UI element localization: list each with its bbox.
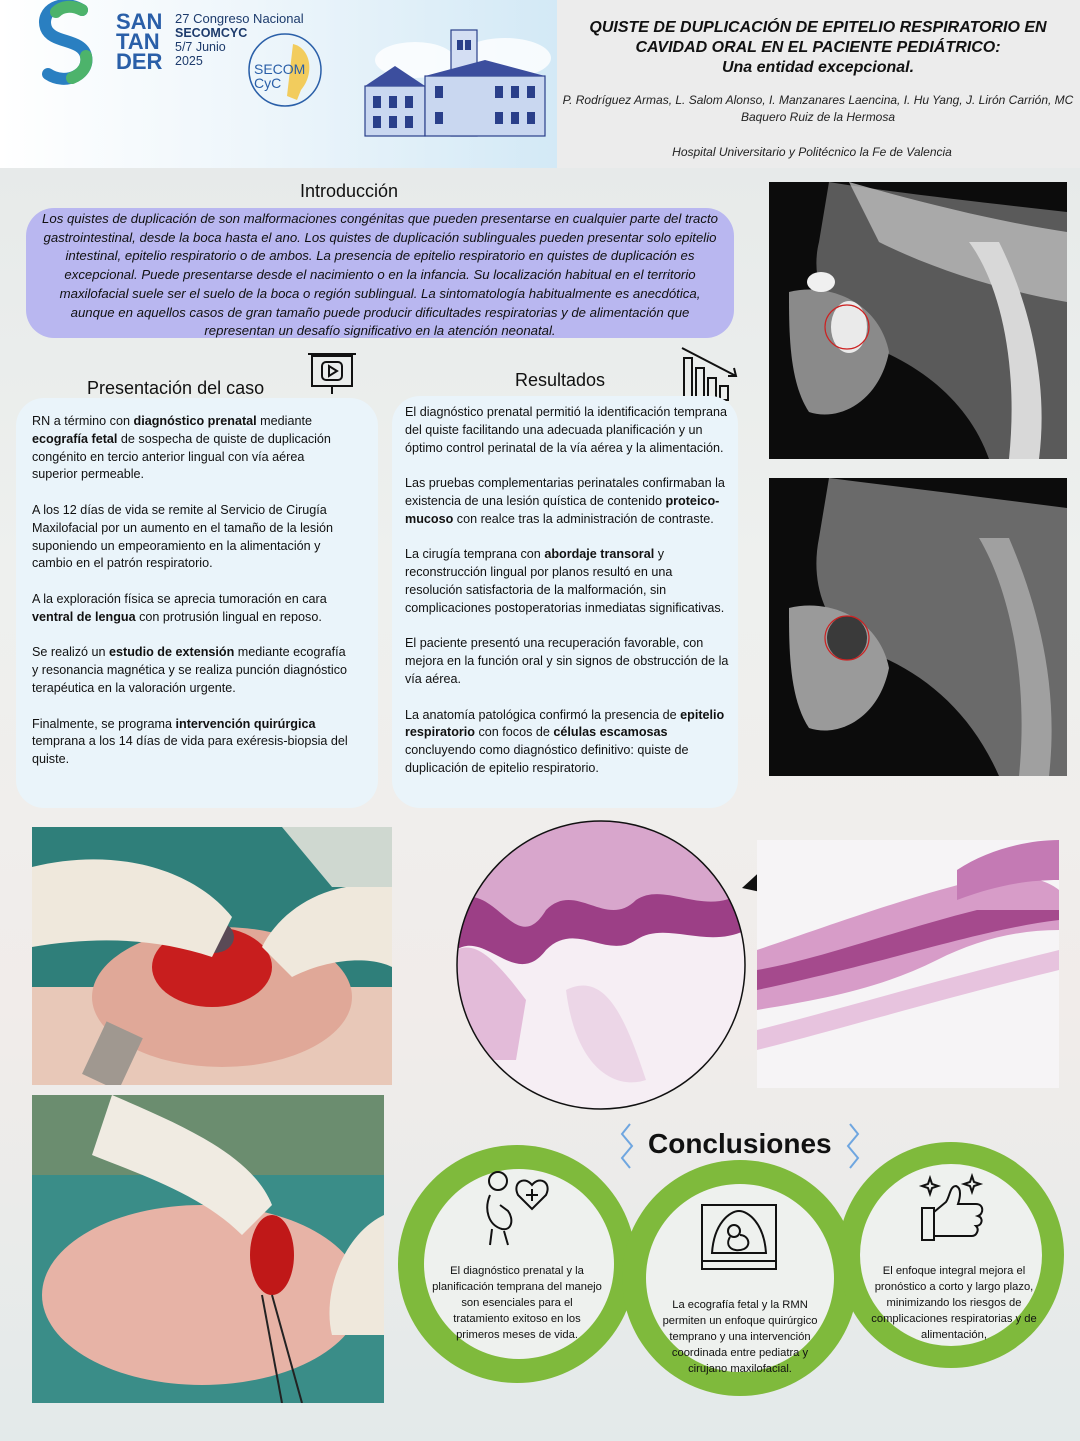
histology-overview-image [757, 840, 1059, 1088]
squiggle-left-icon [620, 1122, 636, 1170]
squiggle-right-icon [844, 1122, 860, 1170]
secomcyc-seal-icon [245, 30, 325, 110]
poster-title: QUISTE DE DUPLICACIÓN DE EPITELIO RESPIRATORIO EN CAVIDAD ORAL EN EL PACIENTE PEDIÁTRICO: Una entidad excepcional. [589, 19, 1047, 76]
thumbs-up-icon [918, 1172, 988, 1244]
mri-t2-sagittal-image [769, 182, 1067, 459]
case-paragraph-2: A los 12 días de vida se remite al Servicio de Cirugía Maxilofacial por un aumento en el tamaño de la lesión suponiendo un empeoramiento en la alimentación y cambio en el patrón respiratorio. [32, 502, 334, 571]
results-title: Resultados [515, 370, 606, 390]
bar-chart-icon [678, 344, 740, 404]
results-paragraph-5: La anatomía patológica confirmó la presencia de epitelio respiratorio con focos de células escamosas concluyendo como diagnóstico definitivo: quiste de duplicación de epitelio respiratorio. [405, 707, 725, 775]
case-paragraph-4: Se realizó un estudio de extensión mediante ecografía y resonancia magnética y se realiza punción diagnóstico terapéutica en la valoración urgente. [32, 645, 348, 695]
intro-title: Introducción [300, 181, 399, 201]
svg-text:CyC: CyC [254, 75, 282, 91]
case-text [32, 413, 352, 787]
surgery-photo-1 [32, 827, 392, 1085]
case-paragraph-1: RN a término con diagnóstico prenatal mediante ecografía fetal de sospecha de quiste de duplicación congénito en tercio anterior lingual con vía aérea superior permeable. [32, 414, 331, 482]
case-title: Presentación del caso [87, 378, 265, 398]
results-paragraph-4: El paciente presentó una recuperación favorable, con mejora en la función oral y sin signos de obstrucción de la vía aérea. [405, 636, 729, 686]
ultrasound-icon [700, 1203, 778, 1275]
palace-illustration-icon [355, 20, 555, 138]
mri-t1-contrast-image [769, 478, 1067, 776]
pregnant-heart-icon [478, 1165, 556, 1247]
results-paragraph-1: El diagnóstico prenatal permitió la identificación temprana del quiste facilitando una adecuada planificación y un óptimo control perinatal de la vía aérea y la alimentación. [405, 405, 728, 455]
conclusion-text-2: La ecografía fetal y la RMN permiten un enfoque quirúrgico temprano y una intervención coordinada entre pediatra y cirujano maxilofacial. [662, 1299, 818, 1375]
logo-text: SAN TAN DER [116, 9, 163, 74]
conclusion-text-1: El diagnóstico prenatal y la planificación temprana del manejo son esenciales para el tratamiento exitoso en los primeros meses de vida. [432, 1265, 602, 1341]
conclusions-title: Conclusiones [648, 1128, 832, 1159]
surgery-photo-2 [32, 1095, 384, 1403]
results-paragraph-3: La cirugía temprana con abordaje transoral y reconstrucción lingual por planos resultó en una resolución satisfactoria de la malformación, sin complicaciones postoperatorias inmediatas significativas. [405, 547, 725, 615]
hospital: Hospital Universitario y Politécnico la Fe de Valencia [672, 145, 952, 159]
presentation-screen-icon [302, 350, 362, 400]
results-text [405, 404, 730, 796]
conclusion-text-3: El enfoque integral mejora el pronóstico a corto y largo plazo, minimizando los riesgos de complicaciones respiratorias y de alimentación, [871, 1265, 1037, 1341]
case-paragraph-3: A la exploración física se aprecia tumoración en cara ventral de lengua con protrusión lingual en reposo. [32, 591, 327, 624]
congress-info: 27 Congreso Nacional SECOMCYC 5/7 Junio 2025 [175, 11, 304, 68]
histology-zoom-image [456, 820, 746, 1110]
intro-text: Los quistes de duplicación de son malformaciones congénitas que pueden presentarse en cualquier parte del tracto gastrointestinal, desde la boca hasta el ano. Los quistes de duplicación sublinguales pueden presentar solo epitelio intestinal, epitelio respiratorio o de ambos. La presencia de epitelio respiratorio en quistes de duplicación es excepcional. Puede presentarse desde el nacimiento o en la infancia. Su localización habitual en el territorio maxilofacial suele ser el suelo de la boca o región sublingual. La sintomatología habitualmente es anecdótica, aunque en aquellos casos de gran tamaño puede producir dificultades respiratorias y de alimentación que representan un desafío significativo en la atención neonatal. [42, 211, 718, 339]
svg-text:SECOM: SECOM [254, 61, 306, 77]
results-paragraph-2: Las pruebas complementarias perinatales confirmaban la existencia de una lesión quística de contenido proteico-mucoso con realce tras la administración de contraste. [405, 476, 725, 526]
case-paragraph-5: Finalmente, se programa intervención quirúrgica temprana a los 14 días de vida para exéresis-biopsia del quiste. [32, 716, 348, 767]
header-banner [0, 0, 557, 168]
congress-logo-icon [32, 0, 102, 85]
authors: P. Rodríguez Armas, L. Salom Alonso, I. Manzanares Laencina, I. Hu Yang, J. Lirón Carrión, MC Baquero Ruiz de la Hermosa [562, 93, 1074, 124]
